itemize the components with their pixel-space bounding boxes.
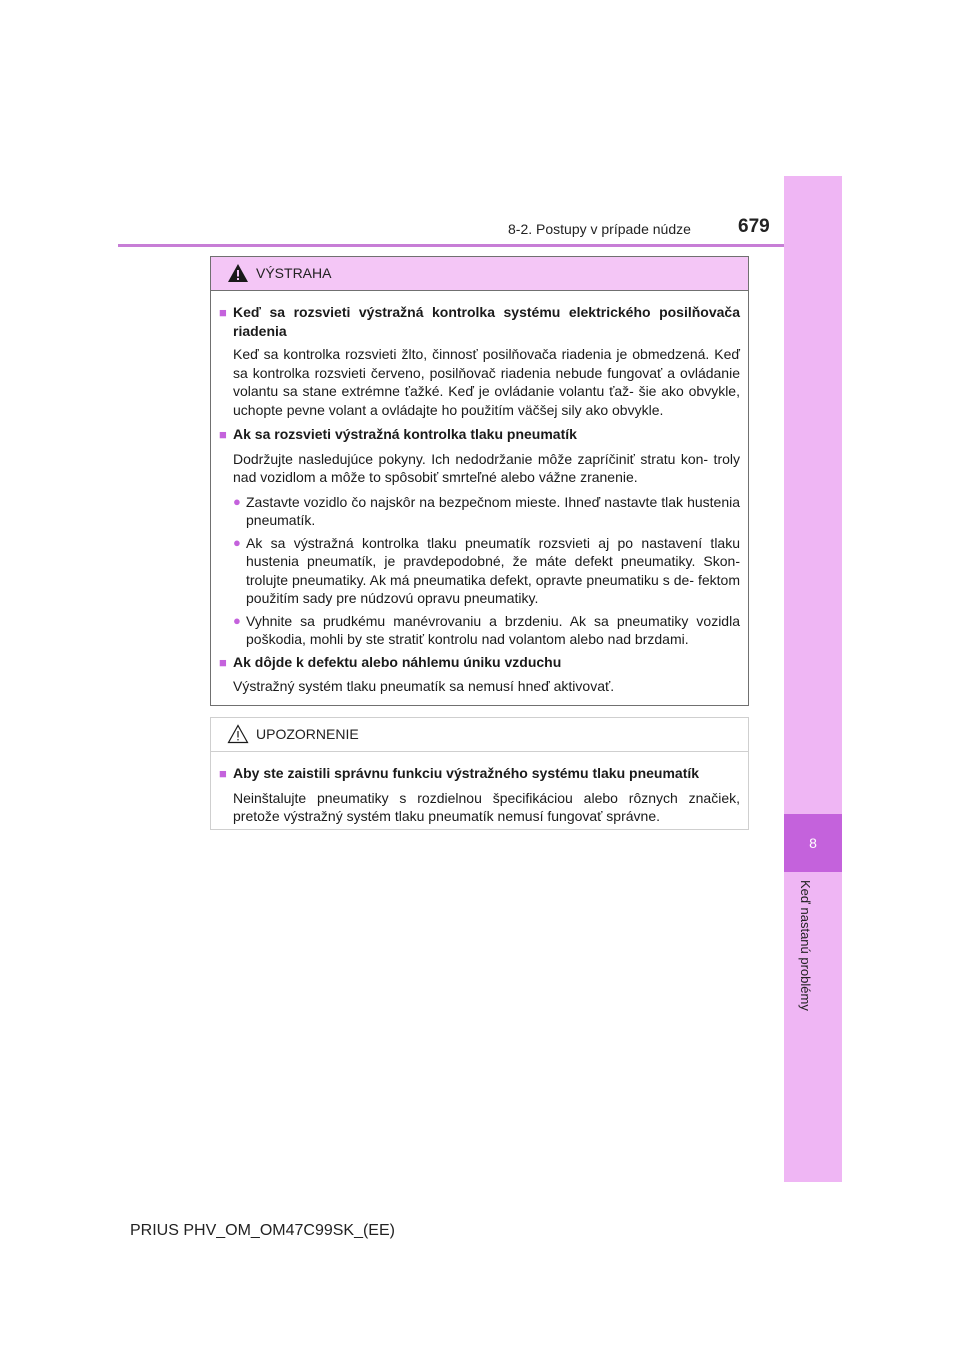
caution-title: UPOZORNENIE (256, 726, 359, 742)
document-code: PRIUS PHV_OM_OM47C99SK_(EE) (130, 1222, 395, 1239)
page-number: 679 (738, 216, 770, 237)
warning-heading-1: ■ Keď sa rozsvieti výstražná kontrolka systému elektrického posilňovača riadenia (219, 304, 740, 339)
warning-paragraph-2: Dodržujte nasledujúce pokyny. Ich nedodržanie môže zapríčiniť stratu kon- troly nad vozidlom a môže to spôsobiť smrteľné alebo vážne zranenie. (233, 450, 740, 485)
warning-body (211, 291, 748, 696)
round-bullet-icon: ● (233, 493, 241, 509)
chapter-number-tab: 8 (784, 814, 842, 872)
caution-paragraph: Neinštalujte pneumatiky s rozdielnou špecifikáciou alebo rôznych značiek, pretože výstražný systém tlaku pneumatík nemusí fungovať správne. (233, 789, 740, 824)
caution-triangle-outline-icon (227, 724, 249, 744)
list-item: ● Vyhnite sa prudkému manévrovaniu a brzdeniu. Ak sa pneumatiky vozidla poškodia, mohli by ste stratiť kontrolu nad volantom alebo nad brzdami. (233, 612, 740, 647)
caution-heading: ■ Aby ste zaistili správnu funkciu výstražného systému tlaku pneumatík (219, 764, 740, 784)
square-bullet-icon: ■ (219, 766, 227, 781)
warning-header (211, 257, 748, 291)
warning-title: VÝSTRAHA (256, 265, 332, 281)
chapter-side-tab (784, 176, 842, 1182)
warning-heading-3: ■ Ak dôjde k defektu alebo náhlemu úniku vzduchu (219, 653, 740, 673)
header-rule (118, 244, 784, 247)
square-bullet-icon: ■ (219, 305, 227, 320)
warning-heading-2: ■ Ak sa rozsvieti výstražná kontrolka tlaku pneumatík (219, 425, 740, 445)
caution-box (210, 717, 749, 830)
list-item: ● Ak sa výstražná kontrolka tlaku pneumatík rozsvieti aj po nastavení tlaku hustenia pneumatík, je pravdepodobné, že máte defekt pneumatiky. Skon- trolujte pneumatiky. Ak má pneumatika defekt, opravte pneumatiku s de- fektom použitím sady pre núdzovú opravu pneumatiky. (233, 534, 740, 606)
square-bullet-icon: ■ (219, 654, 227, 670)
warning-paragraph-1: Keď sa kontrolka rozsvieti žlto, činnosť posilňovača riadenia je obmedzená. Keď sa kontrolka rozsvieti červeno, posilňovač riadenia nebude fungovať a ovládanie volantu sa stane extrémne ťažké. Keď je ovládanie volantu ťaž- šie ako obvykle, uchopte pevne volant a ovládajte ho použitím väčšej sily ako obvykle. (233, 346, 740, 418)
caution-header (211, 718, 748, 752)
caution-body (211, 752, 748, 826)
running-header-section: 8-2. Postupy v prípade núdze (508, 221, 691, 237)
square-bullet-icon: ■ (219, 427, 227, 442)
chapter-label: Keď nastanú problémy (798, 880, 813, 1011)
round-bullet-icon: ● (233, 612, 241, 628)
warning-paragraph-3: Výstražný systém tlaku pneumatík sa nemusí hneď aktivovať. (233, 678, 615, 694)
round-bullet-icon: ● (233, 534, 241, 550)
list-item: ● Zastavte vozidlo čo najskôr na bezpečnom mieste. Ihneď nastavte tlak hustenia pneumatík. (233, 493, 740, 528)
warning-box (210, 256, 749, 706)
warning-triangle-filled-icon (227, 263, 249, 283)
